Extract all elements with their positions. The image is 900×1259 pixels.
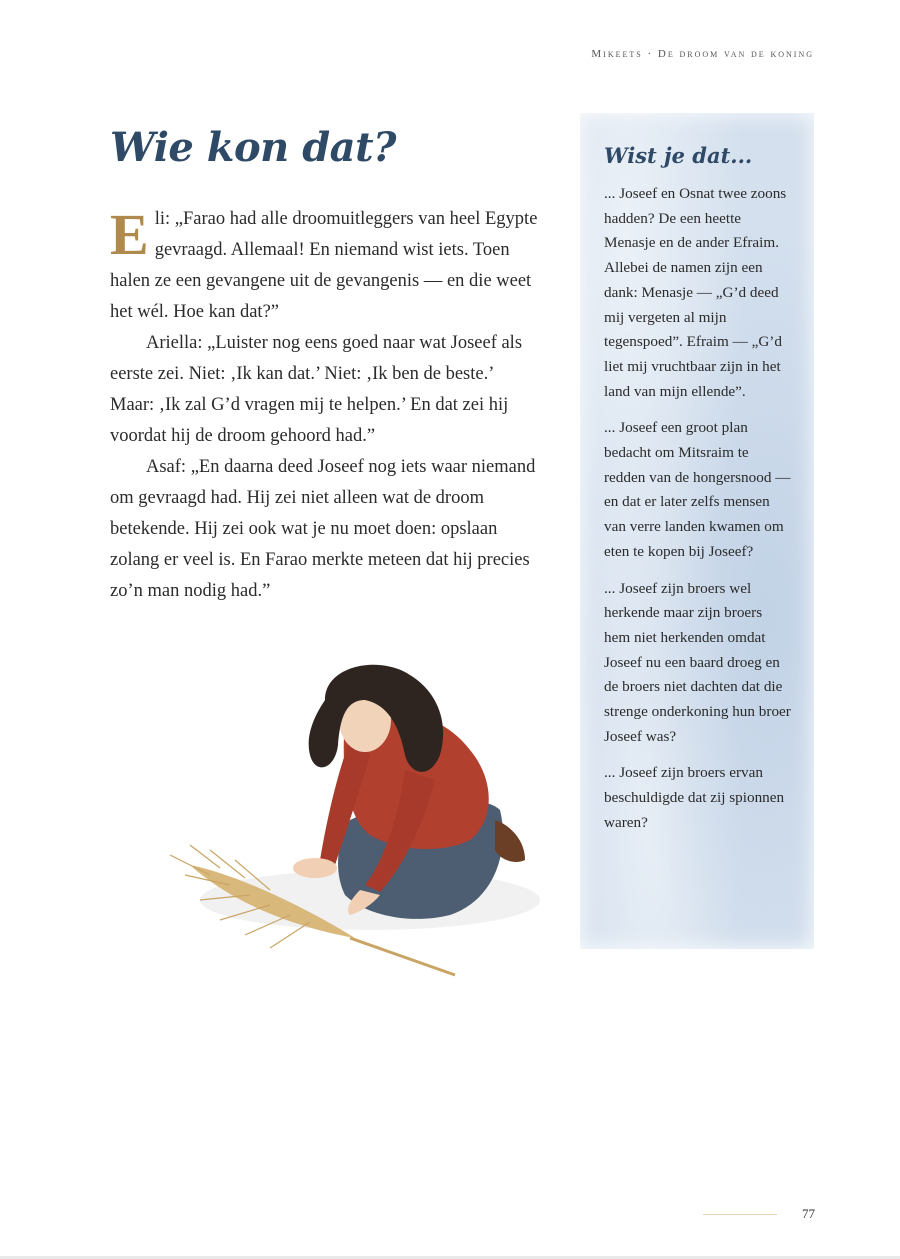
paragraph-1: [110, 204, 540, 328]
did-you-know-sidebar: [580, 113, 814, 949]
drop-cap: E: [110, 202, 149, 267]
wheat-stem: [350, 938, 455, 975]
shoe: [495, 820, 525, 862]
sidebar-fact: ... Joseef zijn broers ervan beschuldigde dat zij spionnen waren?: [604, 764, 785, 831]
main-text: [110, 204, 540, 607]
sidebar-fact: ... Joseef en Osnat twee zoons hadden? De een heette Menasje en de ander Efraim. Allebei de namen zijn een dank: Menasje — „G’d deed mij vergeten al mijn tegenspoed”. Efraim — „G’d liet mij vruchtbaar zijn in het land van mijn ellende”.: [604, 185, 787, 400]
footer-rule: [703, 1214, 777, 1215]
left-hand: [293, 858, 337, 878]
sidebar-title: Wist je dat...: [604, 143, 753, 168]
paragraph-3: Asaf: „En daarna deed Joseef nog iets waar niemand om gevraagd had. Hij zei niet alleen wat de droom betekende. Hij zei ook wat je nu moet doen: opslaan zolang er veel is. En Farao merkte meteen dat hij precies zo’n man nodig had.”: [110, 457, 536, 601]
sidebar-fact: ... Joseef zijn broers wel herkende maar zijn broers hem niet herkenden omdat Joseef nu een baard droeg en de broers niet dachten dat die strenge onderkoning hun broer Joseef was?: [604, 579, 791, 745]
paragraph-2: Ariella: „Luister nog eens goed naar wat Joseef als eerste zei. Niet: ‚Ik kan dat.’ Niet: ‚Ik ben de beste.’ Maar: ‚Ik zal G’d vragen mij te helpen.’ En dat zei hij voordat hij de droom gehoord had.”: [110, 333, 523, 446]
page-number: 77: [802, 1206, 815, 1221]
paragraph-1-text: li: „Farao had alle droomuitleggers van heel Egypte gevraagd. Allemaal! En niemand wist iets. Toen halen ze een gevangene uit de gevangenis — en die weet het wél. Hoe kan dat?”: [110, 209, 538, 322]
sidebar-fact: ... Joseef een groot plan bedacht om Mitsraim te redden van de hongersnood — en dat er later zelfs mensen van verre landen kwamen om eten te kopen bij Joseef?: [604, 419, 791, 560]
running-head: Mikeets · De droom van de koning: [591, 48, 814, 60]
illustration-girl-with-wheat: [150, 660, 550, 990]
page-title: Wie kon dat?: [110, 124, 396, 171]
